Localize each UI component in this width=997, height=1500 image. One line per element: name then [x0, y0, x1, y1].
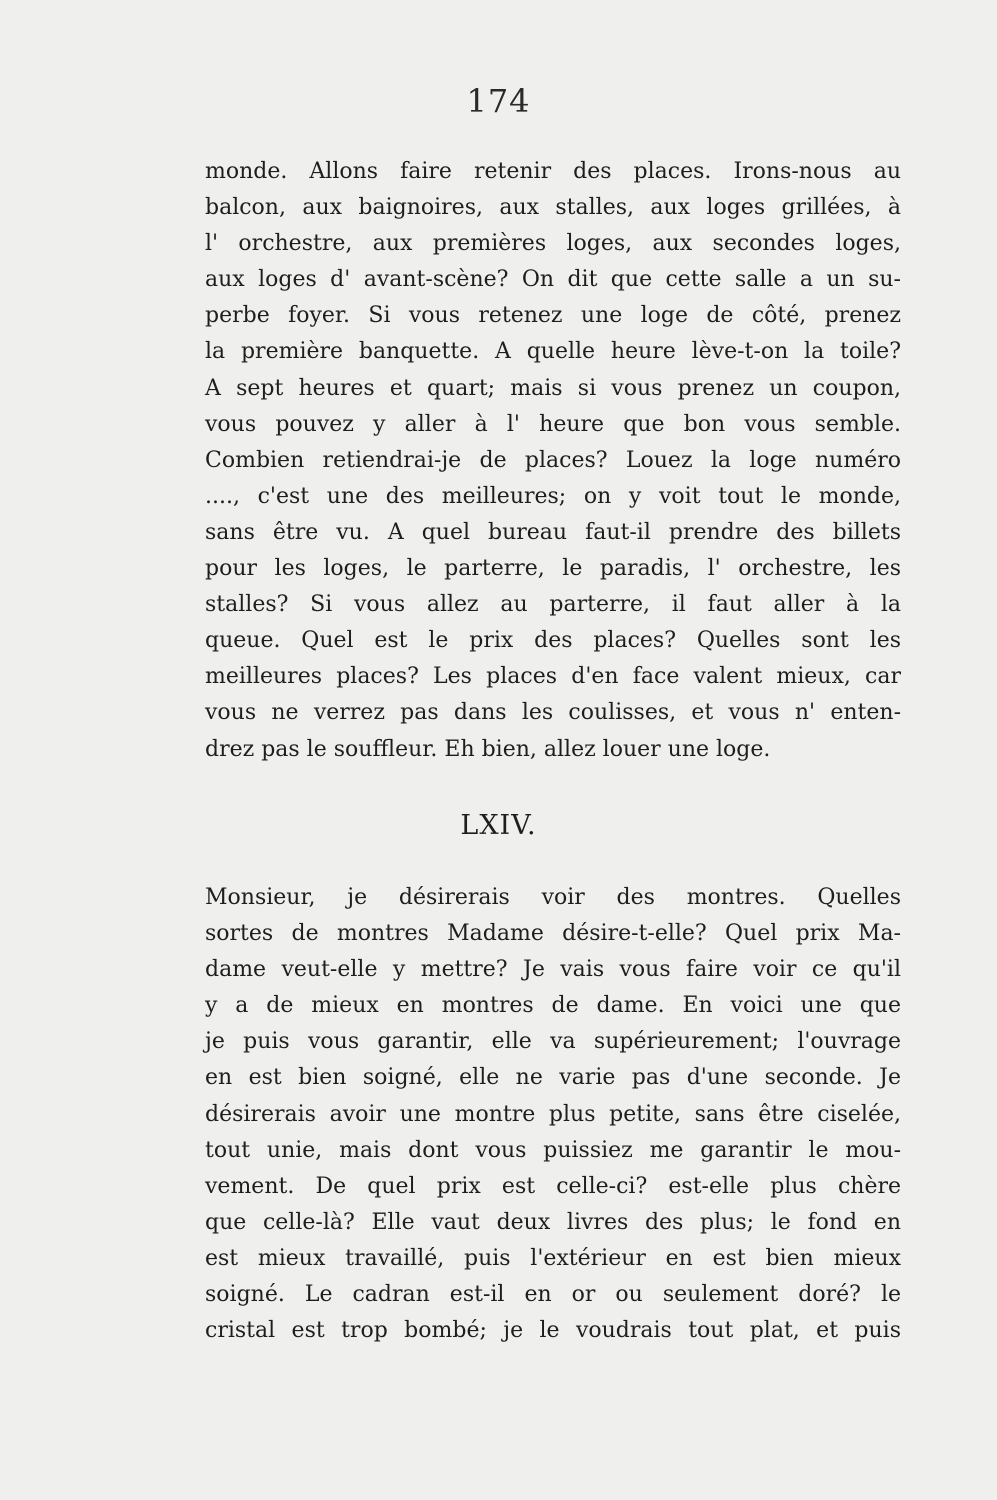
text-line: je puis vous garantir, elle va supérieurement; l'ouvrage: [205, 1029, 901, 1055]
text-line: désirerais avoir une montre plus petite, sans être ciselée,: [205, 1101, 901, 1127]
text-line: vement. De quel prix est celle-ci? est-elle plus chère: [205, 1173, 901, 1199]
text-line: la première banquette. A quelle heure lève-t-on la toile?: [205, 339, 901, 365]
text-line: A sept heures et quart; mais si vous prenez un coupon,: [205, 375, 901, 401]
text-line: perbe foyer. Si vous retenez une loge de côté, prenez: [205, 303, 901, 329]
text-line: en est bien soigné, elle ne varie pas d'une seconde. Je: [205, 1065, 901, 1091]
section-heading: LXIV.: [460, 810, 537, 841]
text-line: meilleures places? Les places d'en face valent mieux, car: [205, 664, 901, 690]
text-line: pour les loges, le parterre, le paradis, l' orchestre, les: [205, 556, 901, 582]
text-line: que celle-là? Elle vaut deux livres des plus; le fond en: [205, 1209, 901, 1235]
text-line: Monsieur, je désirerais voir des montres. Quelles: [205, 885, 901, 910]
text-line: balcon, aux baignoires, aux stalles, aux loges grillées, à: [205, 195, 901, 221]
text-line: tout unie, mais dont vous puissiez me garantir le mou-: [205, 1137, 901, 1163]
text-line: Combien retiendrai-je de places? Louez la loge numéro: [205, 447, 901, 473]
text-line: y a de mieux en montres de dame. En voici une que: [205, 993, 901, 1019]
text-line: drez pas le souffleur. Eh bien, allez louer une loge.: [205, 736, 771, 762]
text-line: vous ne verrez pas dans les coulisses, et vous n' enten-: [205, 700, 901, 726]
text-line: cristal est trop bombé; je le voudrais tout plat, et puis: [205, 1318, 901, 1344]
text-line: sans être vu. A quel bureau faut-il prendre des billets: [205, 519, 901, 545]
text-line: l' orchestre, aux premières loges, aux secondes loges,: [205, 231, 901, 257]
paragraph-watches: [205, 880, 901, 1349]
text-line: queue. Quel est le prix des places? Quelles sont les: [205, 628, 901, 654]
text-line: vous pouvez y aller à l' heure que bon vous semble.: [205, 411, 901, 437]
text-line: aux loges d' avant-scène? On dit que cette salle a un su-: [205, 267, 901, 293]
text-line: est mieux travaillé, puis l'extérieur en est bien mieux: [205, 1245, 901, 1271]
text-line: stalles? Si vous allez au parterre, il faut aller à la: [205, 592, 901, 618]
text-line: sortes de montres Madame désire-t-elle? Quel prix Ma-: [205, 921, 901, 947]
text-line: monde. Allons faire retenir des places. Irons-nous au: [205, 159, 901, 184]
text-line: ...., c'est une des meilleures; on y voit tout le monde,: [205, 483, 901, 509]
page-number: 174: [466, 82, 531, 120]
text-line: dame veut-elle y mettre? Je vais vous faire voir ce qu'il: [205, 957, 901, 983]
paragraph-theater: [205, 154, 901, 768]
text-line: soigné. Le cadran est-il en or ou seulement doré? le: [205, 1282, 901, 1308]
